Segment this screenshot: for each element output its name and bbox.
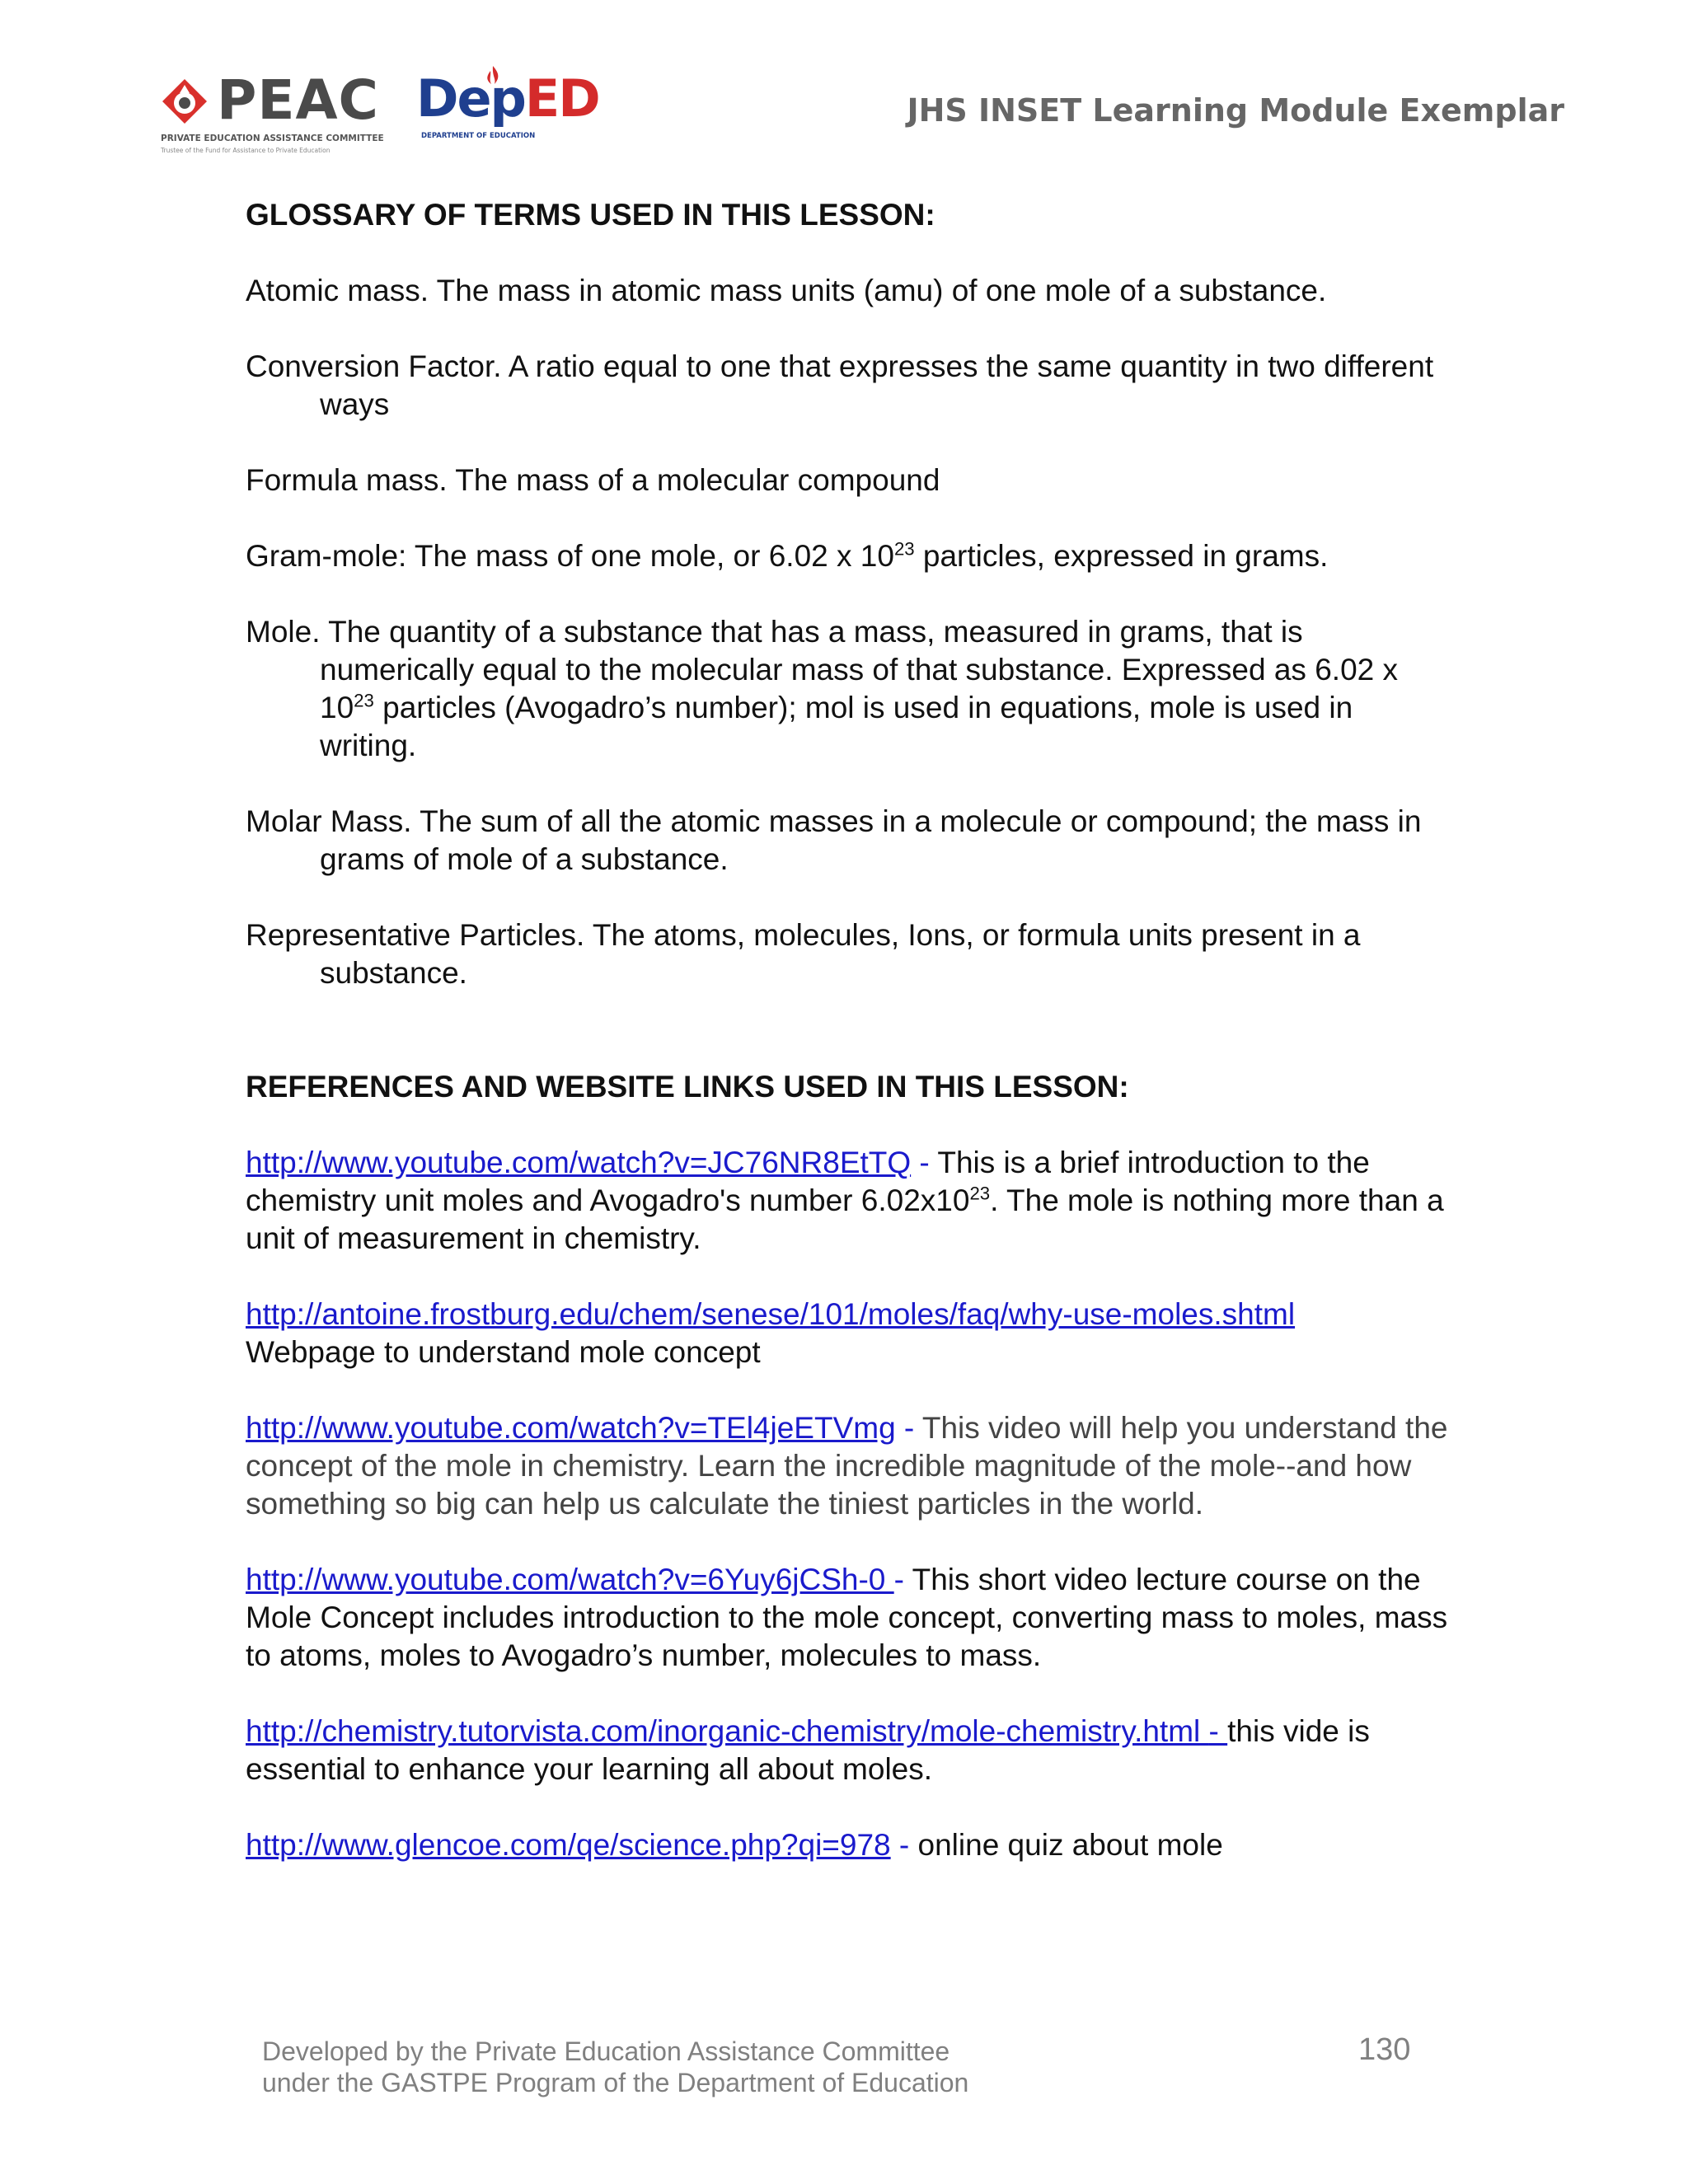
peac-logo-text: PEAC <box>217 68 379 132</box>
glossary-text: particles, expressed in grams. <box>914 539 1329 573</box>
reference-description: This short video lecture course on the Mole Concept includes introduction to the mole concept, converting mass to moles, mass to atoms, moles to Avogadro’s number, molecules to mass. <box>246 1563 1448 1672</box>
deped-subtitle: DEPARTMENT OF EDUCATION <box>421 132 536 140</box>
glossary-heading: GLOSSARY OF TERMS USED IN THIS LESSON: <box>246 198 935 232</box>
page-content <box>246 196 1457 1902</box>
deped-logo <box>416 64 599 147</box>
reference-link[interactable]: http://www.youtube.com/watch?v=TEl4jeETVmg <box>246 1411 896 1445</box>
reference-link[interactable]: http://www.youtube.com/watch?v=JC76NR8EtTQ <box>246 1146 912 1179</box>
footer-line-2: under the GASTPE Program of the Department of Education <box>262 2068 969 2097</box>
separator: - <box>895 1411 922 1445</box>
separator: - <box>1208 1714 1228 1748</box>
glossary-item-conversion-factor: Conversion Factor. A ratio equal to one that expresses the same quantity in two different ways <box>246 349 1434 421</box>
separator: - <box>893 1563 912 1596</box>
separator: - <box>890 1828 918 1862</box>
reference-link[interactable]: http://www.glencoe.com/qe/science.php?qi=978 <box>246 1828 891 1862</box>
glossary-item-representative-particles: Representative Particles. The atoms, molecules, Ions, or formula units present in a substance. <box>246 918 1361 990</box>
reference-item <box>246 1826 1457 1864</box>
glossary-item-atomic-mass: Atomic mass. The mass in atomic mass units (amu) of one mole of a substance. <box>246 274 1327 307</box>
exponent: 23 <box>969 1183 991 1204</box>
reference-link[interactable]: http://www.youtube.com/watch?v=6Yuy6jCSh-0 <box>246 1563 894 1596</box>
page-number: 130 <box>1358 2032 1411 2067</box>
separator: - <box>911 1146 938 1179</box>
reference-item <box>246 1713 1457 1788</box>
glossary-item-molar-mass: Molar Mass. The sum of all the atomic masses in a molecule or compound; the mass in grams of mole of a substance. <box>246 804 1422 876</box>
peac-subtitle: PRIVATE EDUCATION ASSISTANCE COMMITTEE <box>161 134 384 143</box>
reference-description: This video will help you understand the concept of the mole in chemistry. Learn the incredible magnitude of the mole--and how something so big can help us calculate the tiniest particles in the world. <box>246 1411 1448 1521</box>
reference-description: This is a brief introduction to the chemistry unit moles and Avogadro's number 6.02x10 <box>246 1146 1370 1217</box>
deped-logo-ed: ED <box>524 68 599 129</box>
reference-item <box>246 1296 1457 1371</box>
reference-description: this vide is essential to enhance your learning all about moles. <box>246 1714 1370 1786</box>
reference-description: Webpage to understand mole concept <box>246 1335 761 1369</box>
glossary-text: Mole. The quantity of a substance that has a mass, measured in grams, that is numerically equal to the molecular mass of that substance. Expressed as 6.02 x 10 <box>246 615 1399 724</box>
footer-line-1: Developed by the Private Education Assistance Committee <box>262 2036 950 2066</box>
peac-mark-icon <box>161 77 209 125</box>
exponent: 23 <box>354 690 374 711</box>
reference-item <box>246 1144 1457 1258</box>
reference-description: online quiz about mole <box>917 1828 1223 1862</box>
module-title: JHS INSET Learning Module Exemplar <box>907 92 1564 129</box>
peac-logo <box>161 66 408 157</box>
glossary-item-mole <box>246 613 1457 765</box>
reference-description: . The mole is nothing more than a unit of measurement in chemistry. <box>246 1183 1444 1255</box>
glossary-text: particles (Avogadro’s number); mol is used in equations, mole is used in writing. <box>320 691 1353 762</box>
exponent: 23 <box>893 538 915 560</box>
glossary-text: Gram-mole: The mass of one mole, or 6.02 x 10 <box>246 539 894 573</box>
reference-link[interactable]: http://antoine.frostburg.edu/chem/senese/101/moles/faq/why-use-moles.shtml <box>246 1297 1296 1331</box>
reference-link[interactable]: http://chemistry.tutorvista.com/inorganic-chemistry/mole-chemistry.html <box>246 1714 1209 1748</box>
peac-tagline: Trustee of the Fund for Assistance to Private Education <box>161 147 331 154</box>
page-header <box>0 0 1688 173</box>
references-heading: REFERENCES AND WEBSITE LINKS USED IN THIS LESSON: <box>246 1070 1129 1104</box>
deped-logo-dep: Dep <box>416 68 525 129</box>
reference-item <box>246 1409 1457 1523</box>
footer-credit <box>262 2036 968 2098</box>
deped-logo-text <box>416 68 599 130</box>
reference-item <box>246 1561 1457 1675</box>
glossary-item-gram-mole <box>246 537 1457 575</box>
glossary-item-formula-mass: Formula mass. The mass of a molecular compound <box>246 463 940 497</box>
